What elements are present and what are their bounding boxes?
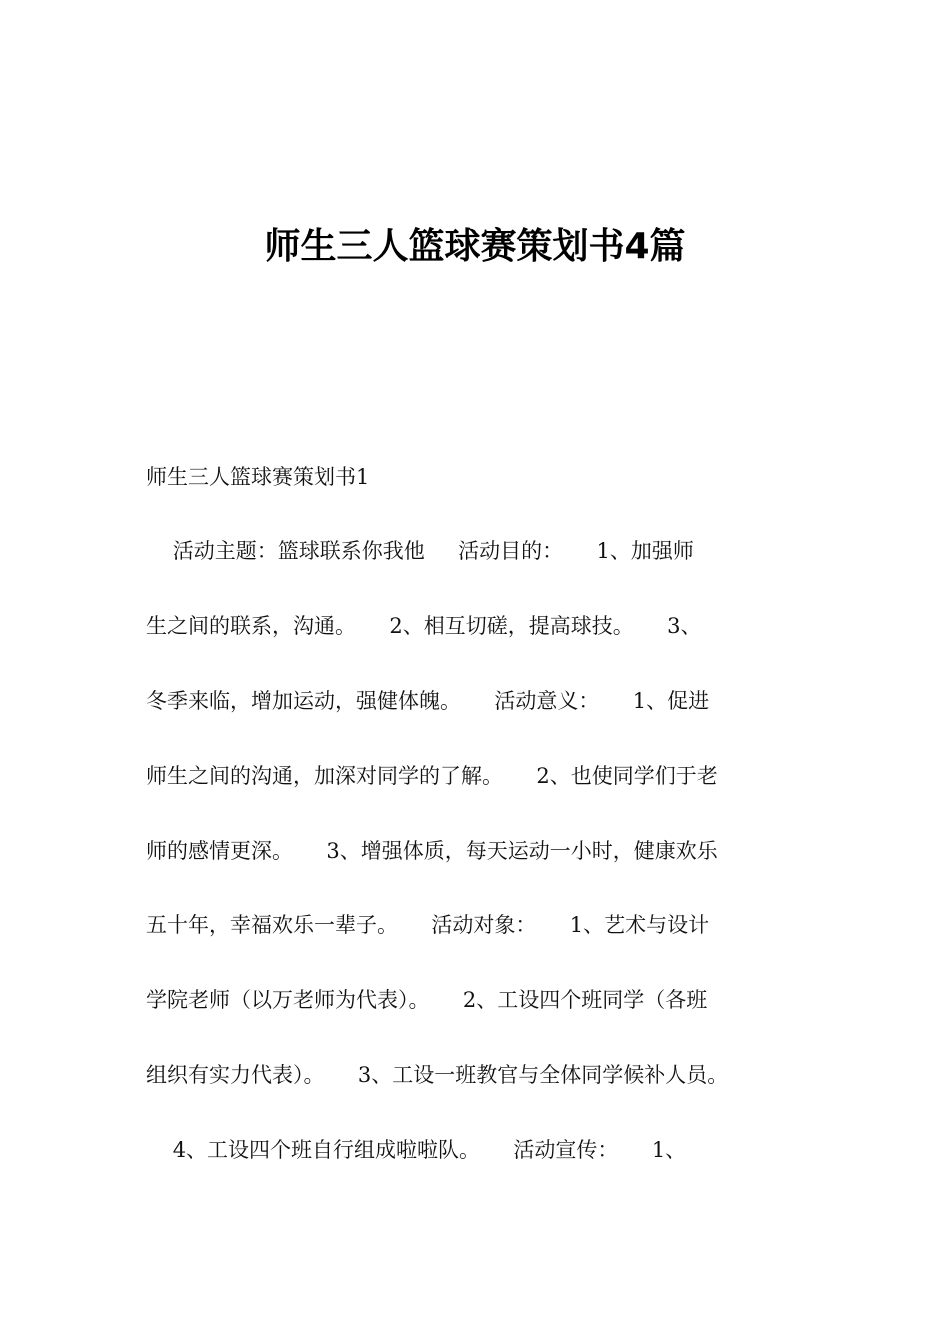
section-heading: 师生三人篮球赛策划书1 [146,465,370,489]
body-line: 师的感情更深。 3、增强体质，每天运动一小时，健康欢乐 [146,839,718,863]
body-line: 五十年，幸福欢乐一辈子。 活动对象： 1、艺术与设计 [146,913,710,937]
body-line: 生之间的联系，沟通。 2、相互切磋，提高球技。 3、 [146,614,702,638]
body-line: 学院老师（以万老师为代表）。 2、工设四个班同学（各班 [146,988,708,1012]
body-line: 师生之间的沟通，加深对同学的了解。 2、也使同学们于老 [146,764,718,788]
body-line: 4、工设四个班自行组成啦啦队。 活动宣传： 1、 [146,1138,687,1162]
body-line: 冬季来临，增加运动，强健体魄。 活动意义： 1、促进 [146,689,710,713]
document-title: 师生三人篮球赛策划书4篇 [264,226,686,267]
body-line: 组织有实力代表）。 3、工设一班教官与全体同学候补人员。 [146,1063,729,1087]
body-line: 活动主题：篮球联系你我他 活动目的： 1、加强师 [146,539,694,563]
